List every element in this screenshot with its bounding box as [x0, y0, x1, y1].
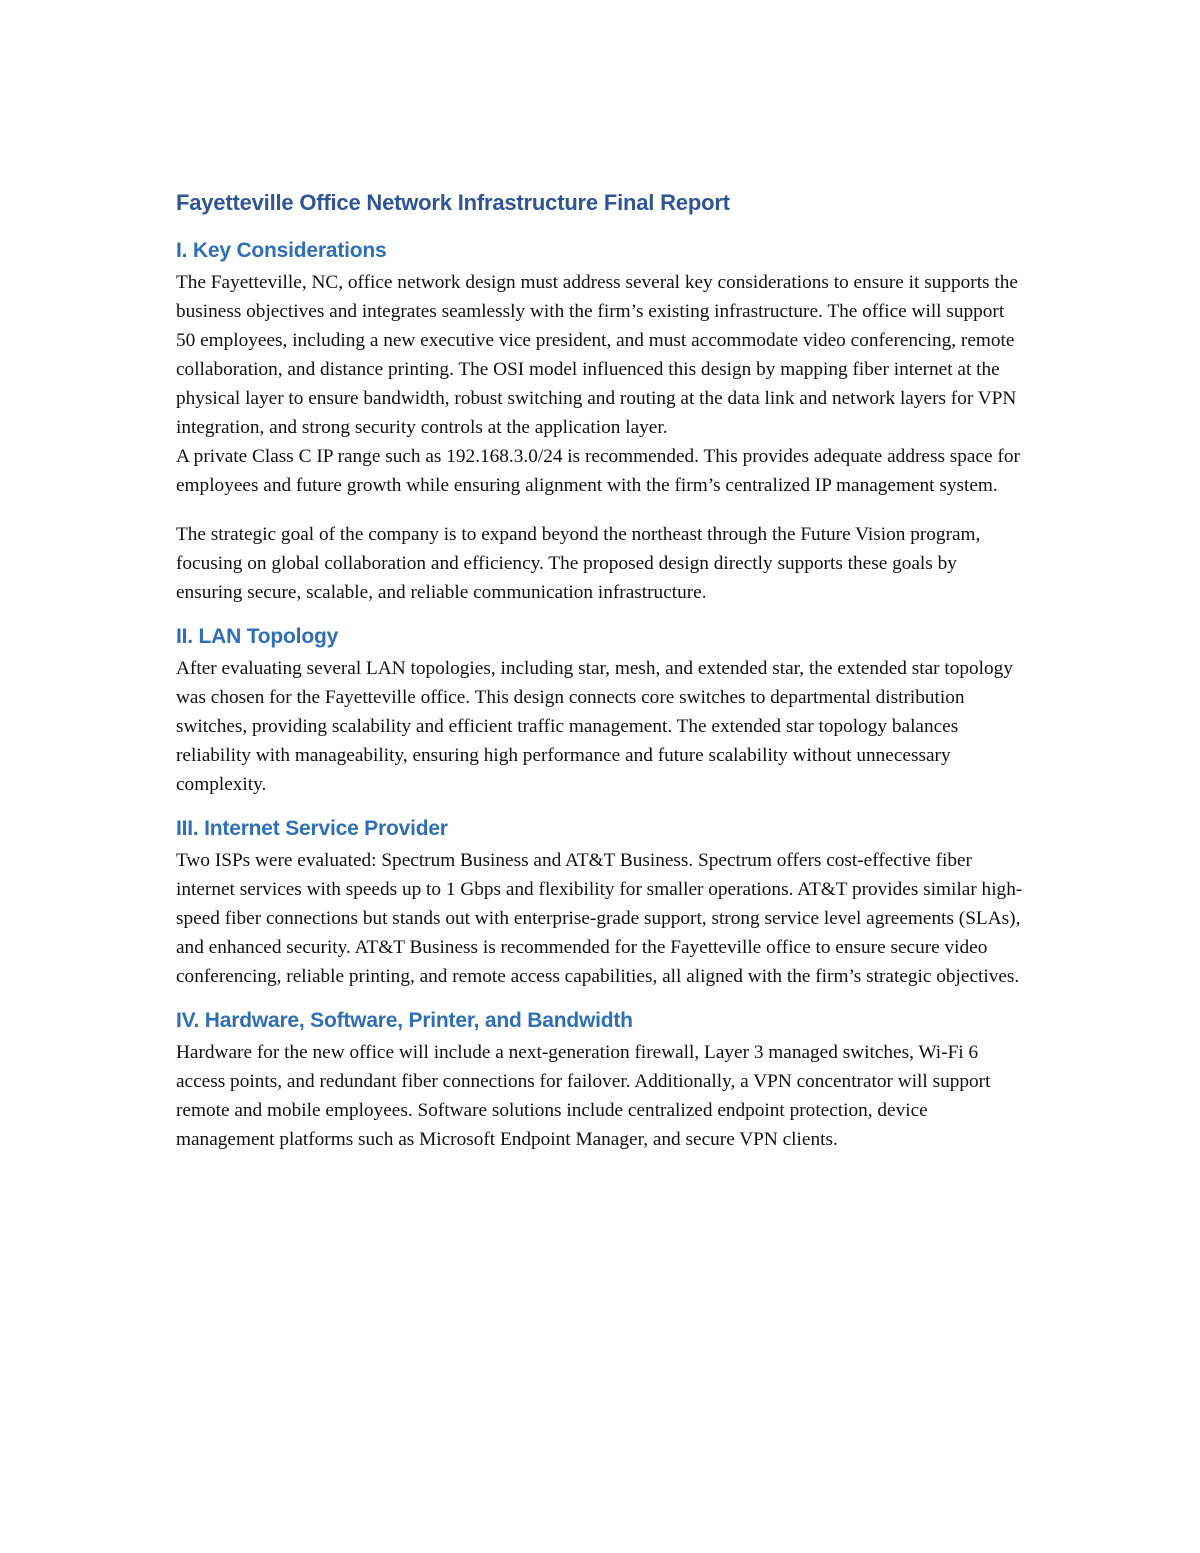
section-heading: I. Key Considerations	[176, 239, 387, 262]
section-heading: II. LAN Topology	[176, 625, 339, 648]
paragraph: Two ISPs were evaluated: Spectrum Business and AT&T Business. Spectrum offers cost-effective fiber internet services with speeds up to 1 Gbps and flexibility for smaller operations. AT&T provides similar high-speed fiber connections but stands out with enterprise-grade support, strong service level agreements (SLAs), and enhanced security. AT&T Business is recommended for the Fayetteville office to ensure secure video conferencing, reliable printing, and remote access capabilities, all aligned with the firm’s strategic objectives.	[176, 850, 1023, 987]
document-page	[176, 190, 1026, 1172]
paragraph: A private Class C IP range such as 192.168.3.0/24 is recommended. This provides adequate address space for employees and future growth while ensuring alignment with the firm’s centralized IP management system.	[176, 446, 1020, 496]
paragraph: After evaluating several LAN topologies, including star, mesh, and extended star, the extended star topology was chosen for the Fayetteville office. This design connects core switches to departmental distribution switches, providing scalability and efficient traffic management. The extended star topology balances reliability with manageability, ensuring high performance and future scalability without unnecessary complexity.	[176, 658, 1013, 795]
section-lan-topology	[176, 625, 1026, 799]
paragraph: The strategic goal of the company is to expand beyond the northeast through the Future Vision program, focusing on global collaboration and efficiency. The proposed design directly supports these goals by ensuring secure, scalable, and reliable communication infrastructure.	[176, 524, 981, 603]
section-hardware-software	[176, 1009, 1026, 1154]
section-heading: IV. Hardware, Software, Printer, and Bandwidth	[176, 1009, 633, 1032]
section-heading: III. Internet Service Provider	[176, 817, 448, 840]
paragraph: Hardware for the new office will include a next-generation firewall, Layer 3 managed switches, Wi-Fi 6 access points, and redundant fiber connections for failover. Additionally, a VPN concentrator will support remote and mobile employees. Software solutions include centralized endpoint protection, device management platforms such as Microsoft Endpoint Manager, and secure VPN clients.	[176, 1042, 991, 1150]
document-title: Fayetteville Office Network Infrastructure Final Report	[176, 190, 730, 215]
section-internet-service-provider	[176, 817, 1026, 991]
paragraph: The Fayetteville, NC, office network design must address several key considerations to ensure it supports the business objectives and integrates seamlessly with the firm’s existing infrastructure. The office will support 50 employees, including a new executive vice president, and must accommodate video conferencing, remote collaboration, and distance printing. The OSI model influenced this design by mapping fiber internet at the physical layer to ensure bandwidth, robust switching and routing at the data link and network layers for VPN integration, and strong security controls at the application layer.	[176, 272, 1018, 438]
section-key-considerations	[176, 239, 1026, 607]
